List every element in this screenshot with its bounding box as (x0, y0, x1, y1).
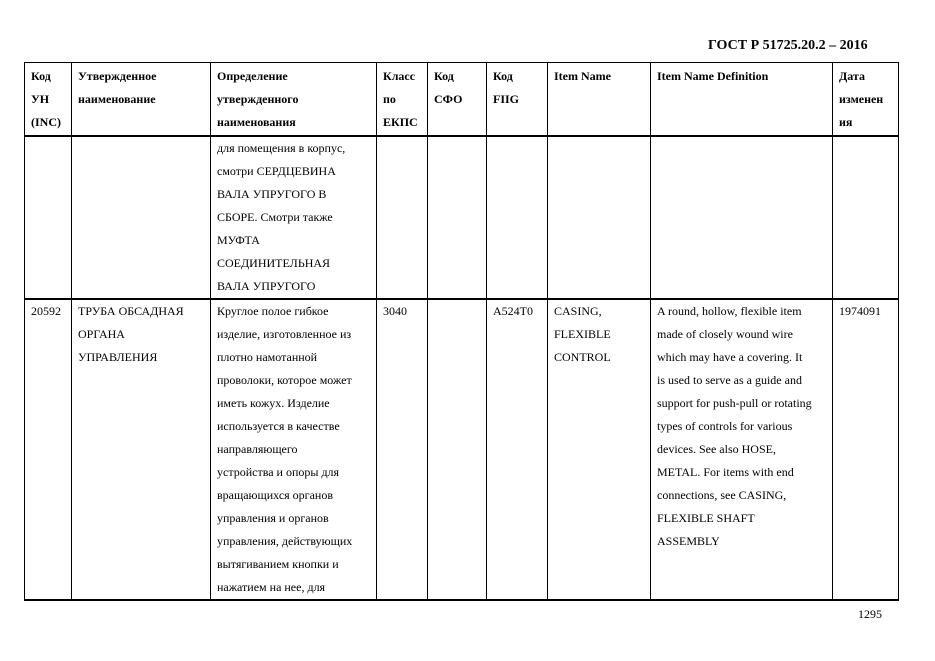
header-inc: Код УН (INC) (25, 63, 72, 137)
cell-class (377, 136, 428, 299)
cell-definition: Круглое полое гибкое изделие, изготовленное из плотно намотанной проволоки, которое может иметь кожух. Изделие используется в качестве направляющего устройства и опоры для вращающихся органов управления и органов управления, действующих вытягиванием кнопки и нажатием на нее, для (211, 299, 377, 600)
table-row-20592 (25, 299, 899, 600)
cell-fiig: A524T0 (487, 299, 548, 600)
cell-sfo (428, 136, 487, 299)
document-standard-header: ГОСТ Р 51725.20.2 – 2016 (708, 38, 868, 53)
cell-fiig (487, 136, 548, 299)
item-name-table (24, 62, 899, 601)
cell-sfo (428, 299, 487, 600)
cell-approved-name: ТРУБА ОБСАДНАЯ ОРГАНА УПРАВЛЕНИЯ (72, 299, 211, 600)
header-definition: Определение утвержденного наименования (211, 63, 377, 137)
cell-inc: 20592 (25, 299, 72, 600)
cell-class: 3040 (377, 299, 428, 600)
cell-item-name-definition (651, 136, 833, 299)
header-approved-name: Утвержденное наименование (72, 63, 211, 137)
header-fiig: Код FIIG (487, 63, 548, 137)
header-item-name-definition: Item Name Definition (651, 63, 833, 137)
header-class: Класс по ЕКПС (377, 63, 428, 137)
cell-inc (25, 136, 72, 299)
cell-item-name (548, 136, 651, 299)
page-number: 1295 (858, 607, 882, 621)
header-item-name: Item Name (548, 63, 651, 137)
cell-definition: для помещения в корпус, смотри СЕРДЦЕВИНА ВАЛА УПРУГОГО В СБОРЕ. Смотри также МУФТА СОЕДИНИТЕЛЬНАЯ ВАЛА УПРУГОГО (211, 136, 377, 299)
cell-item-name: CASING, FLEXIBLE CONTROL (548, 299, 651, 600)
header-date: Дата изменен ия (833, 63, 899, 137)
table-header-row (25, 63, 899, 137)
table-row-continued (25, 136, 899, 299)
cell-date: 1974091 (833, 299, 899, 600)
cell-approved-name (72, 136, 211, 299)
cell-date (833, 136, 899, 299)
header-sfo: Код СФО (428, 63, 487, 137)
cell-item-name-definition: A round, hollow, flexible item made of closely wound wire which may have a covering. It is used to serve as a guide and support for push-pull or rotating types of controls for various devices. See also HOSE, METAL. For items with end connections, see CASING, FLEXIBLE SHAFT ASSEMBLY (651, 299, 833, 600)
